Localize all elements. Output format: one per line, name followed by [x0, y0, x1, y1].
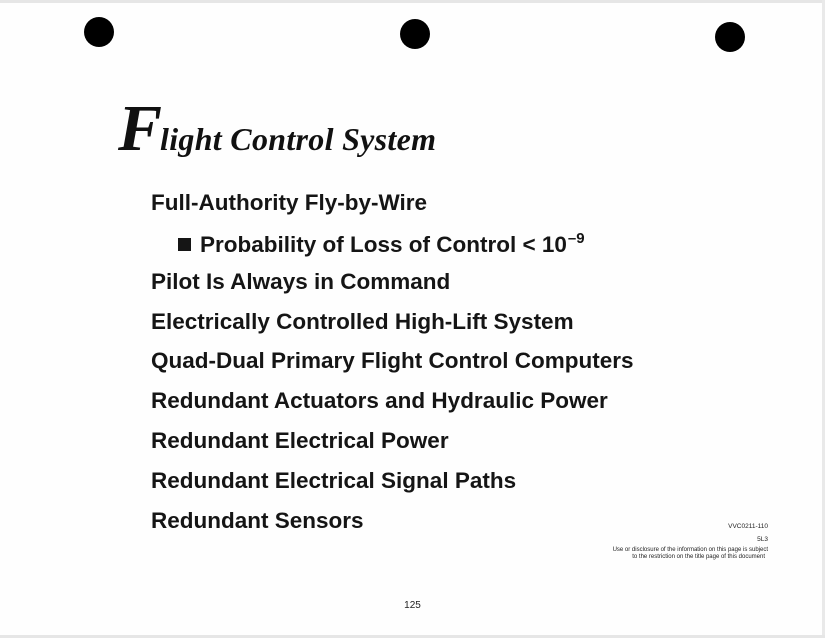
- page-title: [118, 92, 437, 165]
- list-item-actuators-hydraulic: Redundant Actuators and Hydraulic Power: [151, 388, 608, 413]
- page-number: 125: [404, 600, 421, 611]
- punch-hole-left: [84, 17, 114, 47]
- document-id: VVC0211-110: [728, 523, 768, 530]
- disclosure-notice-line-2: to the restriction on the title page of this document: [632, 554, 765, 560]
- list-item-fly-by-wire: Full-Authority Fly-by-Wire: [151, 190, 428, 215]
- disclosure-notice-line-1: Use or disclosure of the information on this page is subject: [612, 547, 768, 553]
- list-item-sensors: Redundant Sensors: [151, 508, 364, 533]
- exponent-superscript: –9: [567, 230, 585, 247]
- list-item-signal-paths: Redundant Electrical Signal Paths: [151, 468, 517, 493]
- document-code: 5L3: [757, 536, 768, 543]
- list-item-probability-loss-control: [178, 231, 585, 257]
- punch-hole-center: [400, 19, 430, 49]
- title-initial: F: [118, 92, 161, 165]
- list-item-high-lift-system: Electrically Controlled High-Lift System: [151, 309, 574, 334]
- square-bullet-icon: [178, 238, 191, 251]
- list-item-text: Probability of Loss of Control < 10: [200, 232, 567, 257]
- punch-hole-right: [715, 22, 745, 52]
- list-item-electrical-power: Redundant Electrical Power: [151, 428, 449, 453]
- page-edge-top: [0, 0, 825, 3]
- list-item-flight-control-computers: Quad-Dual Primary Flight Control Computers: [151, 348, 634, 373]
- title-rest: light Control System: [160, 121, 437, 157]
- list-item-pilot-command: Pilot Is Always in Command: [151, 269, 451, 294]
